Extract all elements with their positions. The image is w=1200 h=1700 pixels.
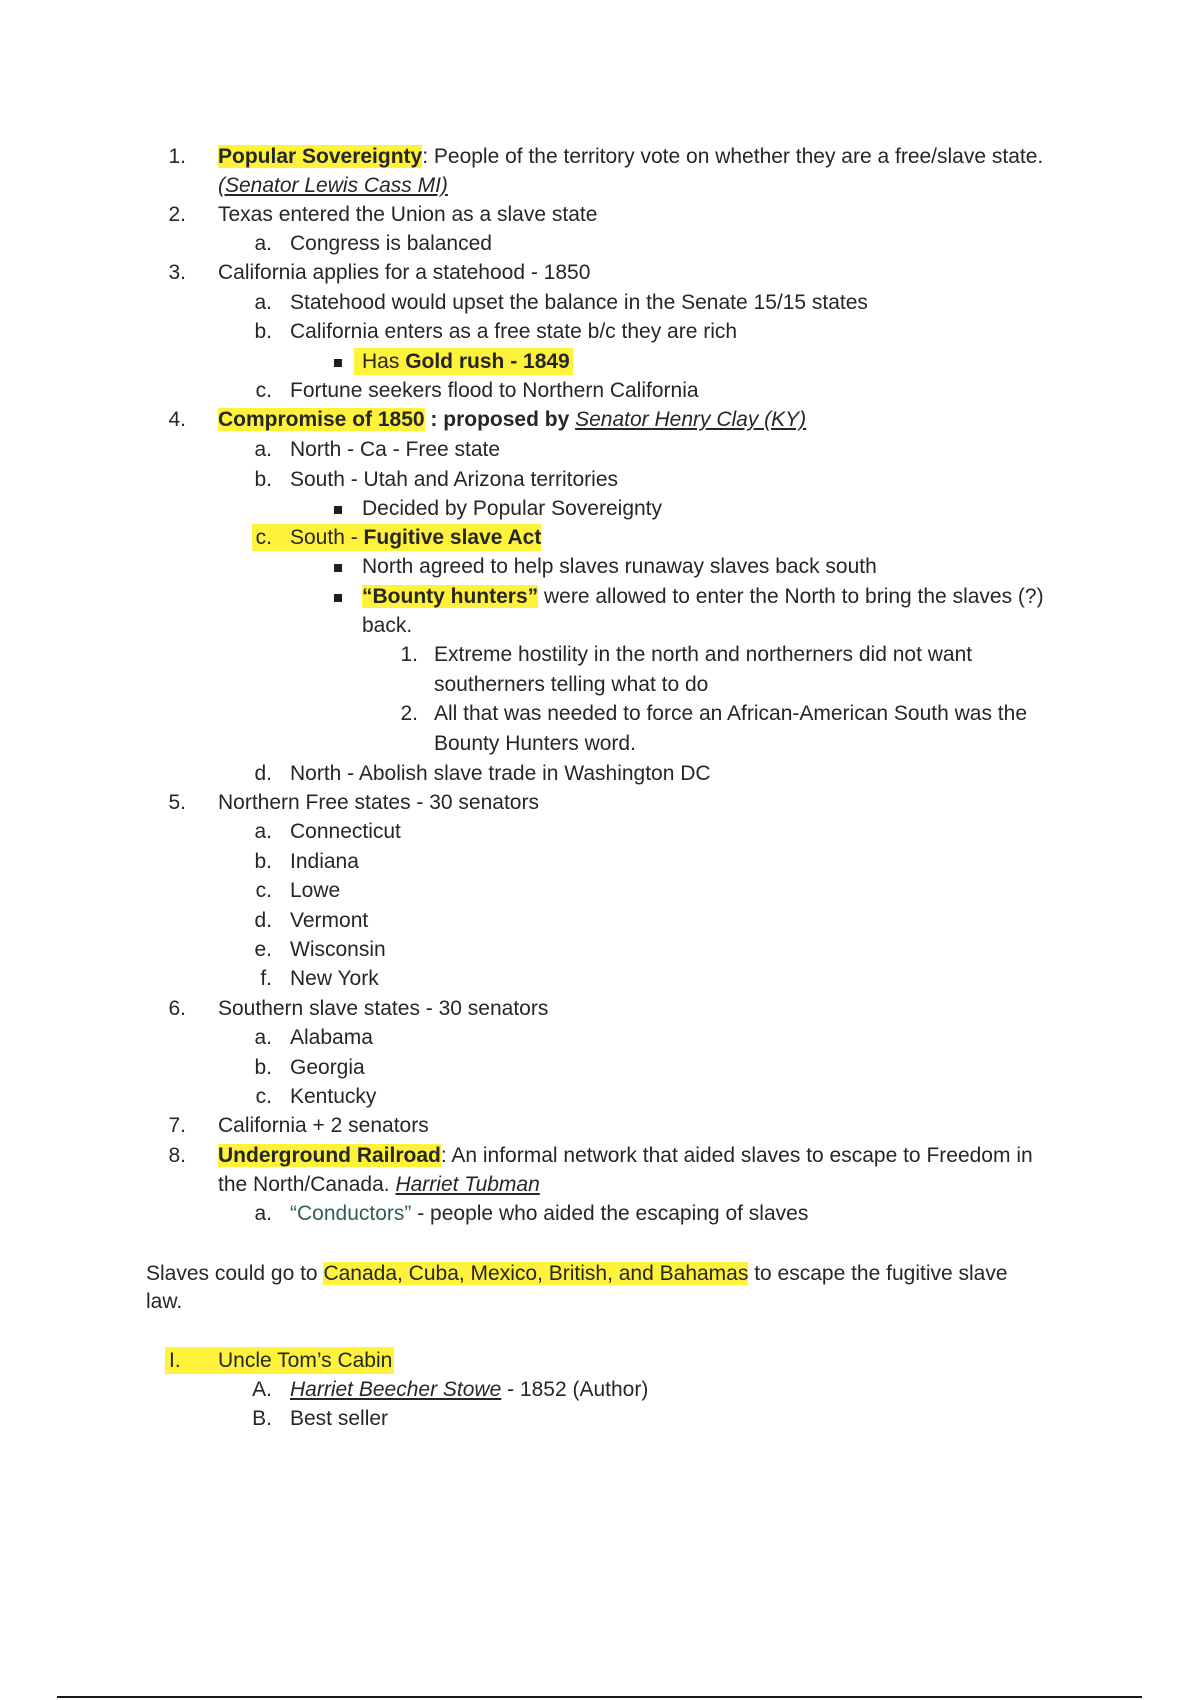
- term-popular-sovereignty: Popular Sovereignty: [218, 145, 423, 168]
- list-item-1-continuation: [218, 172, 448, 199]
- item-number: 1.: [400, 643, 418, 666]
- item-number: 1.: [168, 145, 186, 168]
- bullet-text: North agreed to help slaves runaway slaves back south: [362, 555, 877, 578]
- sub-text: Fortune seekers flood to Northern California: [290, 379, 699, 402]
- sub-letter: b.: [254, 1056, 272, 1079]
- sub-text: South - Utah and Arizona territories: [290, 468, 619, 491]
- sub-letter: e.: [254, 938, 272, 961]
- author-name: Harriet Beecher Stowe: [290, 1378, 502, 1401]
- item-number: 2.: [168, 203, 186, 226]
- sub-letter: a.: [254, 291, 272, 314]
- state-name: Lowe: [290, 879, 341, 902]
- conductors-term: “Conductors”: [290, 1202, 412, 1225]
- item-text: Underground Railroad: An informal network that aided slaves to escape to Freedom in: [218, 1144, 1033, 1167]
- square-bullet-icon: [334, 506, 342, 514]
- item-text: California applies for a statehood - 1850: [218, 261, 591, 284]
- square-bullet-icon: [334, 594, 342, 602]
- item-text: Extreme hostility in the north and northerners did not want: [434, 643, 973, 666]
- sub-letter: B.: [252, 1407, 272, 1430]
- sub-letter: f.: [260, 967, 272, 990]
- item-text: California + 2 senators: [218, 1114, 429, 1137]
- list-item-8-continuation: the North/Canada. Harriet Tubman: [218, 1173, 540, 1196]
- roman-numeral: I.: [169, 1349, 181, 1372]
- bullet-continuation: back.: [362, 614, 413, 637]
- sub-letter: b.: [254, 320, 272, 343]
- item-text: All that was needed to force an African-American South was the: [434, 702, 1027, 725]
- sub-letter: b.: [254, 850, 272, 873]
- square-bullet-icon: [334, 359, 342, 367]
- item-continuation: southerners telling what to do: [434, 673, 709, 696]
- sub-text: Congress is balanced: [290, 232, 492, 255]
- fugitive-slave-act: Fugitive slave Act: [363, 526, 542, 549]
- item-number: 7.: [168, 1114, 186, 1137]
- sub-letter: d.: [254, 909, 272, 932]
- section-title: Uncle Tom’s Cabin: [218, 1349, 393, 1372]
- sub-letter: a.: [254, 232, 272, 255]
- item-text: Compromise of 1850 : proposed by Senator Henry Clay (KY): [218, 408, 807, 431]
- item-number: 6.: [168, 997, 186, 1020]
- senator-name: Senator Henry Clay (KY): [575, 408, 807, 431]
- item-number: 3.: [168, 261, 186, 284]
- sub-letter: c.: [255, 526, 272, 549]
- bottom-divider: [57, 1696, 1142, 1698]
- item-number: 2.: [400, 702, 418, 725]
- sub-letter: A.: [252, 1378, 272, 1401]
- sub-text: California enters as a free state b/c they are rich: [290, 320, 738, 343]
- item-text: Southern slave states - 30 senators: [218, 997, 549, 1020]
- escape-paragraph-continuation: law.: [146, 1290, 183, 1313]
- highlight-bar: [165, 1347, 394, 1374]
- bullet-text: “Bounty hunters” were allowed to enter the North to bring the slaves (?): [362, 585, 1044, 608]
- item-text: Texas entered the Union as a slave state: [218, 203, 598, 226]
- sub-text: Statehood would upset the balance in the Senate 15/15 states: [290, 291, 868, 314]
- item-number: 5.: [168, 791, 186, 814]
- item-continuation: Bounty Hunters word.: [434, 732, 636, 755]
- sub-letter: a.: [254, 438, 272, 461]
- sub-letter: c.: [255, 379, 272, 402]
- state-name: New York: [290, 967, 379, 990]
- term-underground-railroad: Underground Railroad: [218, 1144, 441, 1167]
- sub-text: “Conductors” - people who aided the escaping of slaves: [290, 1202, 809, 1225]
- sub-letter: c.: [255, 1085, 272, 1108]
- state-name: Indiana: [290, 850, 359, 873]
- sub-text: North - Ca - Free state: [290, 438, 501, 461]
- sub-text: Best seller: [290, 1407, 389, 1430]
- sub-letter: a.: [254, 820, 272, 843]
- escape-paragraph: Slaves could go to Canada, Cuba, Mexico, British, and Bahamas to escape the fugitive slave: [146, 1262, 1008, 1285]
- gold-rush-text: Has Gold rush - 1849: [354, 348, 573, 375]
- sub-letter: a.: [254, 1026, 272, 1049]
- senator-name: (Senator Lewis Cass MI): [218, 174, 448, 197]
- item-text: Northern Free states - 30 senators: [218, 791, 539, 814]
- state-name: Georgia: [290, 1056, 365, 1079]
- item-text: [218, 143, 1043, 170]
- bounty-hunters-term: “Bounty hunters”: [362, 585, 539, 608]
- state-name: Kentucky: [290, 1085, 377, 1108]
- item-number: 4.: [168, 408, 186, 431]
- state-name: Connecticut: [290, 820, 401, 843]
- destinations-highlight: Canada, Cuba, Mexico, British, and Bahamas: [323, 1262, 749, 1285]
- state-name: Vermont: [290, 909, 369, 932]
- sub-letter: c.: [255, 879, 272, 902]
- sub-text: Harriet Beecher Stowe - 1852 (Author): [290, 1378, 649, 1401]
- state-name: Alabama: [290, 1026, 373, 1049]
- item-number: 8.: [168, 1144, 186, 1167]
- sub-text: North - Abolish slave trade in Washington DC: [290, 762, 711, 785]
- bullet-text: Decided by Popular Sovereignty: [362, 497, 663, 520]
- term-compromise-1850: Compromise of 1850: [218, 408, 425, 431]
- sub-letter: d.: [254, 762, 272, 785]
- definition-text: : People of the territory vote on whether they are a free/slave state.: [422, 145, 1044, 168]
- sub-letter: b.: [254, 468, 272, 491]
- square-bullet-icon: [334, 564, 342, 572]
- state-name: Wisconsin: [290, 938, 386, 961]
- harriet-tubman-name: Harriet Tubman: [395, 1173, 540, 1196]
- sub-letter: a.: [254, 1202, 272, 1225]
- highlight-bar: c. South - Fugitive slave Act: [252, 524, 541, 551]
